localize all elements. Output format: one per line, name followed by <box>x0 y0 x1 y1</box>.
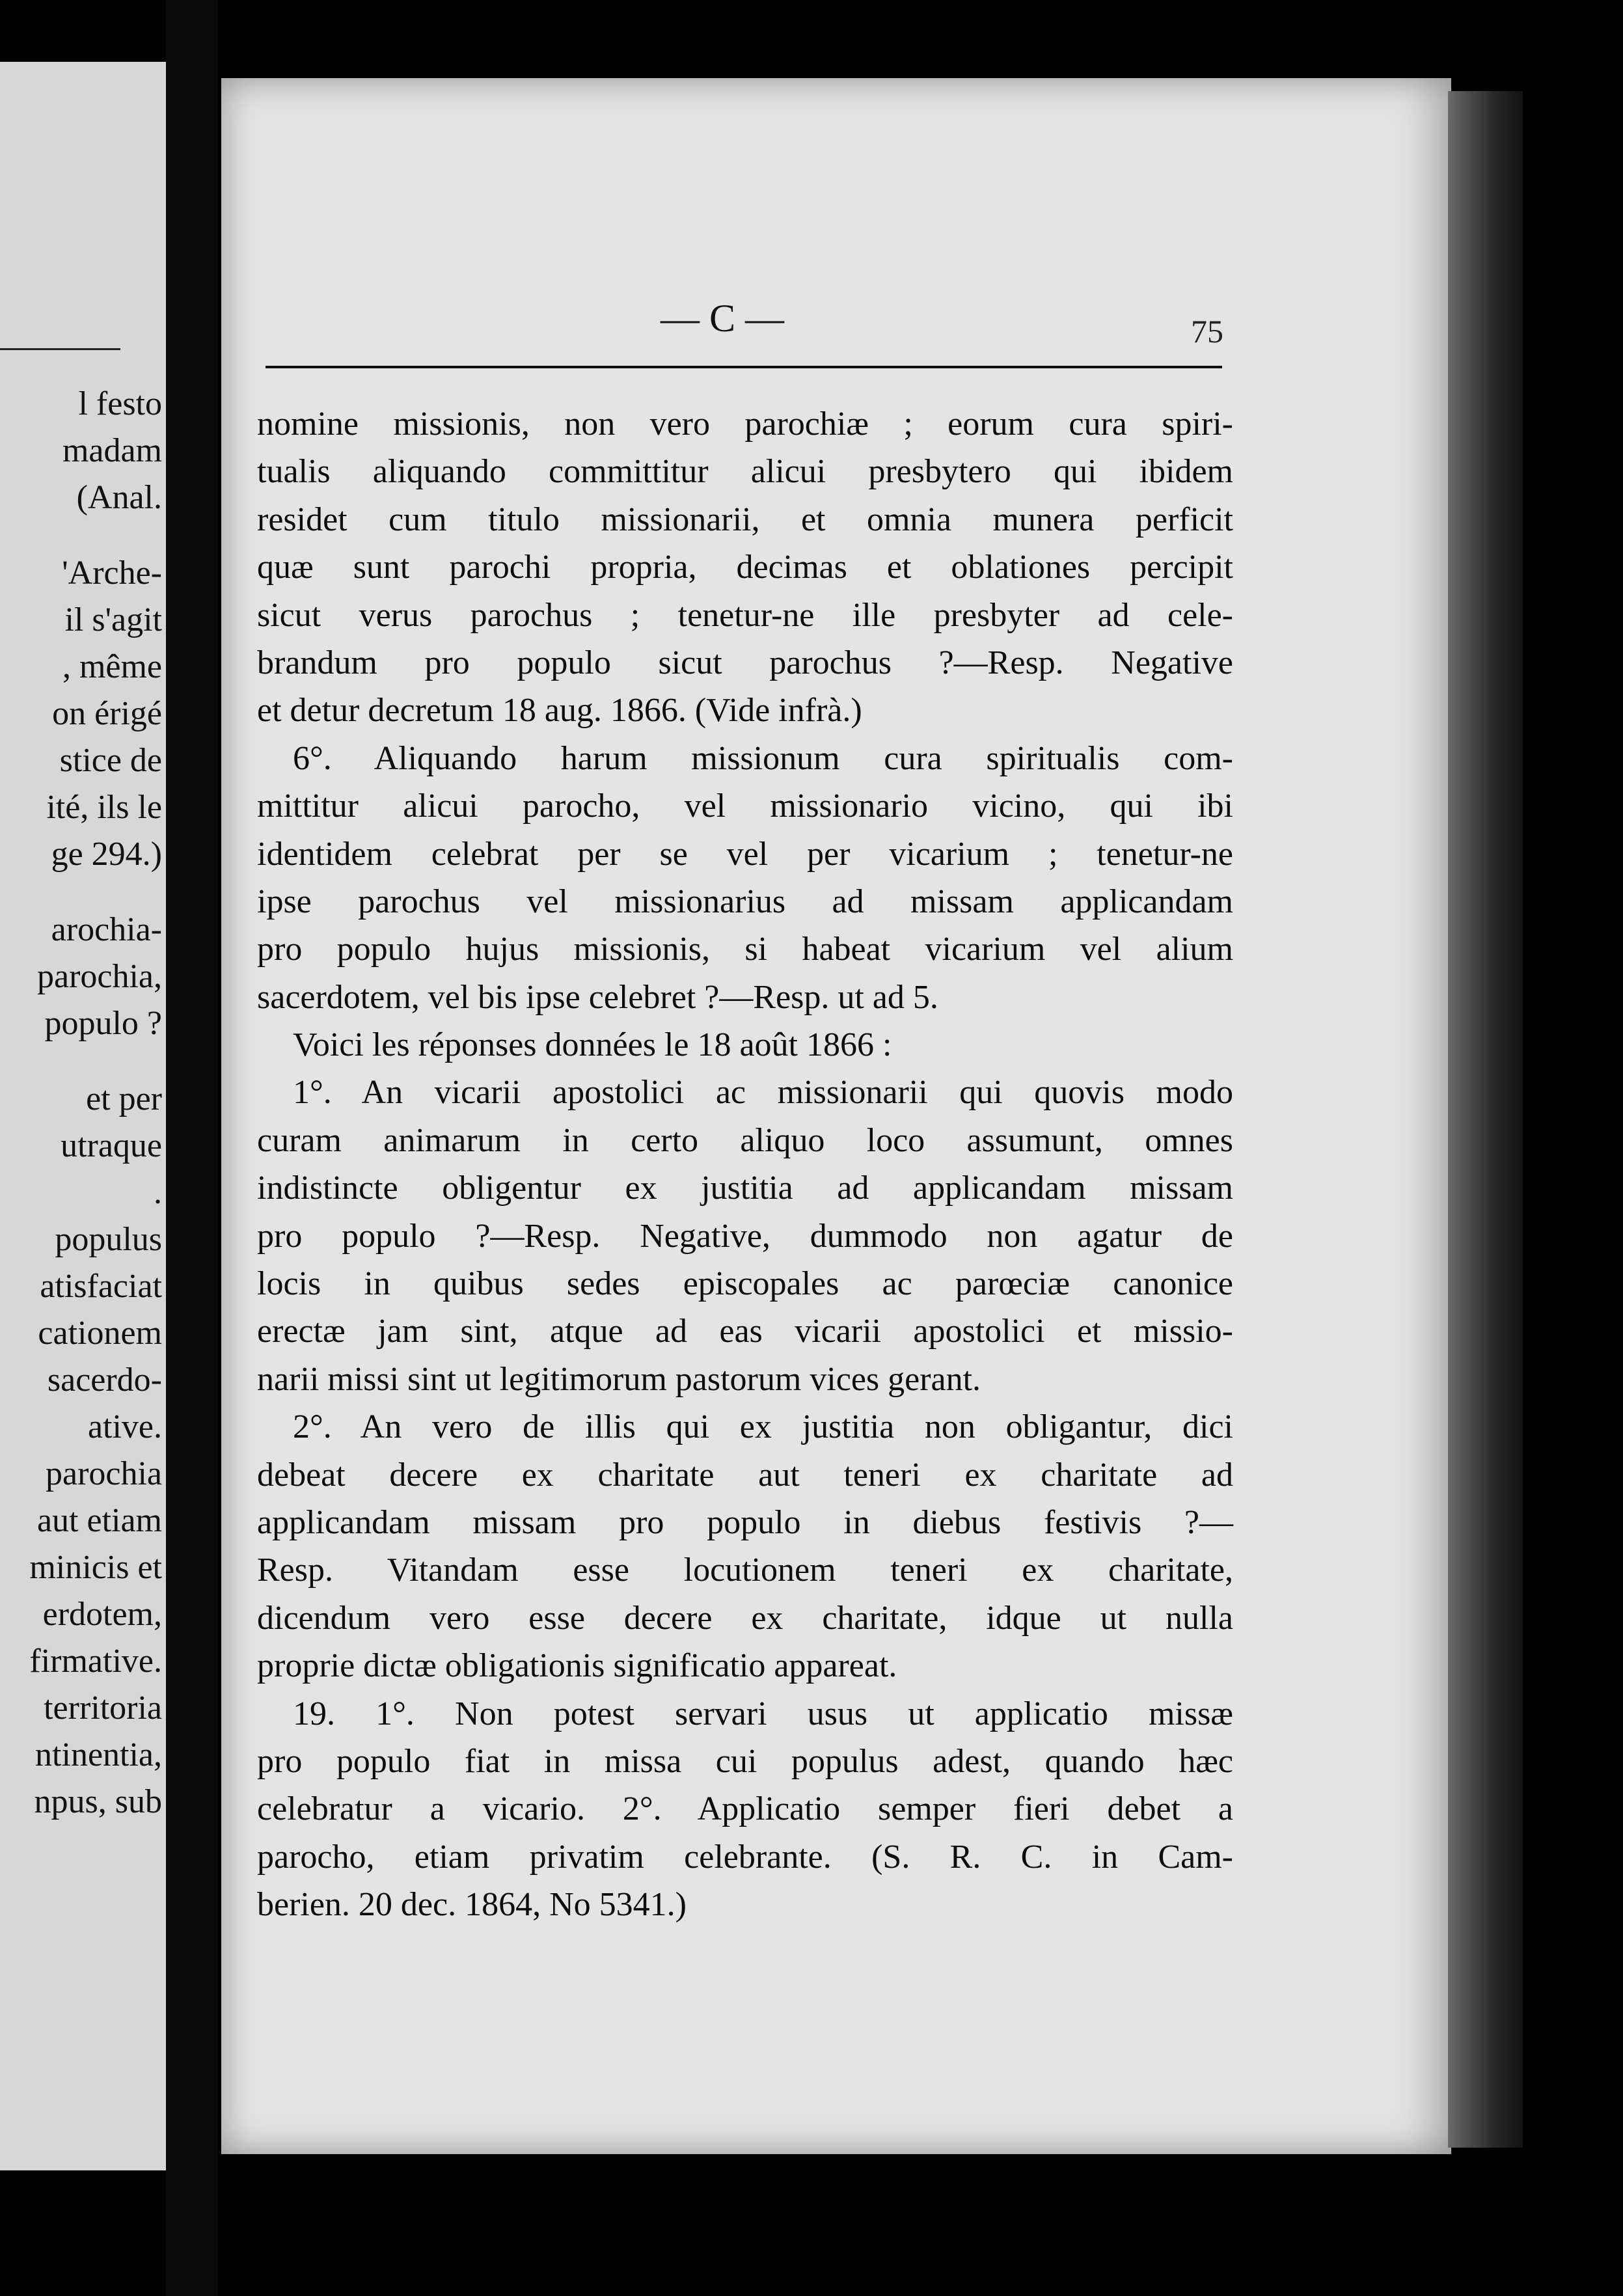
left-page-line: minicis et <box>29 1549 162 1586</box>
text-line: narii missi sint ut legitimorum pastorum vices gerant. <box>257 1360 981 1398</box>
text-line: 1°. An vicarii apostolici ac missionarii qui quovis modo <box>293 1074 1233 1112</box>
text-line: erectæ jam sint, atque ad eas vicarii apostolici et missio- <box>257 1313 1233 1350</box>
text-line: Resp. Vitandam esse locutionem teneri ex charitate, <box>257 1551 1233 1589</box>
left-page-line: atisfaciat <box>40 1268 162 1305</box>
text-line: curam animarum in certo aliquo loco assumunt, omnes <box>257 1121 1233 1159</box>
left-page-line: et per <box>86 1080 162 1117</box>
page-edge <box>1448 91 1523 2148</box>
text-line: proprie dictæ obligationis significatio appareat. <box>257 1647 897 1685</box>
text-line: berien. 20 dec. 1864, No 5341.) <box>257 1886 687 1924</box>
left-page-line: erdotem, <box>42 1596 162 1633</box>
left-page-line: madam <box>62 432 162 469</box>
left-page-line: 'Arche- <box>62 554 162 592</box>
text-line: Voici les réponses données le 18 août 1866 : <box>293 1026 892 1064</box>
text-line: 19. 1°. Non potest servari usus ut applicatio missæ <box>293 1695 1233 1732</box>
text-line: mittitur alicui parocho, vel missionario vicino, qui ibi <box>257 787 1233 825</box>
text-line: sacerdotem, vel bis ipse celebret ?—Resp. ut ad 5. <box>257 978 938 1016</box>
text-line: identidem celebrat per se vel per vicarium ; tenetur-ne <box>257 835 1233 873</box>
left-page-line <box>0 1047 162 1076</box>
left-page-line: ité, ils le <box>46 789 162 826</box>
text-line: ipse parochus vel missionarius ad missam applicandam <box>257 882 1233 920</box>
left-page-line: arochia- <box>51 911 162 948</box>
header-rule <box>266 366 1222 368</box>
text-line: pro populo ?—Resp. Negative, dummodo non agatur de <box>257 1217 1233 1255</box>
text-line: et detur decretum 18 aug. 1866. (Vide infrà.) <box>257 692 862 730</box>
text-line: debeat decere ex charitate aut teneri ex charitate ad <box>257 1456 1233 1494</box>
left-page-line: utraque <box>61 1127 162 1164</box>
left-page-text <box>0 381 162 1825</box>
text-line: dicendum vero esse decere ex charitate, idque ut nulla <box>257 1599 1233 1637</box>
running-head: — C — <box>661 297 785 340</box>
left-page-line: territoria <box>44 1689 162 1727</box>
body-text <box>257 400 1233 1929</box>
left-page-line: . <box>154 1174 162 1211</box>
text-line: 2°. An vero de illis qui ex justitia non obligantur, dici <box>293 1408 1233 1446</box>
text-line: quæ sunt parochi propria, decimas et oblationes percipit <box>257 549 1233 586</box>
left-page-line: on érigé <box>52 695 162 732</box>
left-page-line: ge 294.) <box>51 836 162 873</box>
left-page-line: stice de <box>59 742 162 779</box>
text-line: nomine missionis, non vero parochiæ ; eorum cura spiri- <box>257 405 1233 443</box>
left-page-line: aut etiam <box>36 1502 162 1539</box>
text-line: 6°. Aliquando harum missionum cura spiritualis com- <box>293 739 1233 777</box>
left-page-line <box>0 521 162 550</box>
book-gutter <box>166 0 218 2296</box>
left-page-line: firmative. <box>29 1643 162 1680</box>
left-page-line: , même <box>62 648 162 685</box>
text-line: celebratur a vicario. 2°. Applicatio semper fieri debet a <box>257 1790 1233 1828</box>
left-page-line: l festo <box>78 385 162 422</box>
left-page-line: npus, sub <box>34 1783 162 1820</box>
text-line: applicandam missam pro populo in diebus festivis ?— <box>257 1503 1233 1541</box>
text-line: indistincte obligentur ex justitia ad applicandam missam <box>257 1169 1233 1207</box>
text-line: brandum pro populo sicut parochus ?—Resp. Negative <box>257 644 1233 681</box>
left-page-line: parochia, <box>36 958 162 995</box>
left-page-line: cationem <box>38 1315 162 1352</box>
left-page-line: il s'agit <box>64 601 162 638</box>
text-line: locis in quibus sedes episcopales ac parœciæ canonice <box>257 1265 1233 1303</box>
text-line: tualis aliquando committitur alicui presbytero qui ibidem <box>257 453 1233 491</box>
left-facing-page <box>0 62 166 2170</box>
text-line: residet cum titulo missionarii, et omnia munera perficit <box>257 500 1233 538</box>
left-page-rule <box>0 348 120 350</box>
text-line: pro populo fiat in missa cui populus adest, quando hæc <box>257 1742 1233 1780</box>
left-page-line: ative. <box>87 1408 162 1445</box>
left-page-line <box>0 878 162 907</box>
text-line: pro populo hujus missionis, si habeat vicarium vel alium <box>257 931 1233 968</box>
left-page-line: (Anal. <box>76 479 162 516</box>
text-line: sicut verus parochus ; tenetur-ne ille presbyter ad cele- <box>257 596 1233 634</box>
left-page-line: ntinentia, <box>35 1736 162 1773</box>
text-line: parocho, etiam privatim celebrante. (S. R. C. in Cam- <box>257 1838 1233 1876</box>
page-number: 75 <box>1191 313 1223 349</box>
left-page-line: sacerdo- <box>47 1361 162 1399</box>
left-page-line: parochia <box>45 1455 162 1492</box>
left-page-line: populo ? <box>44 1005 162 1042</box>
left-page-line: populus <box>55 1221 162 1258</box>
